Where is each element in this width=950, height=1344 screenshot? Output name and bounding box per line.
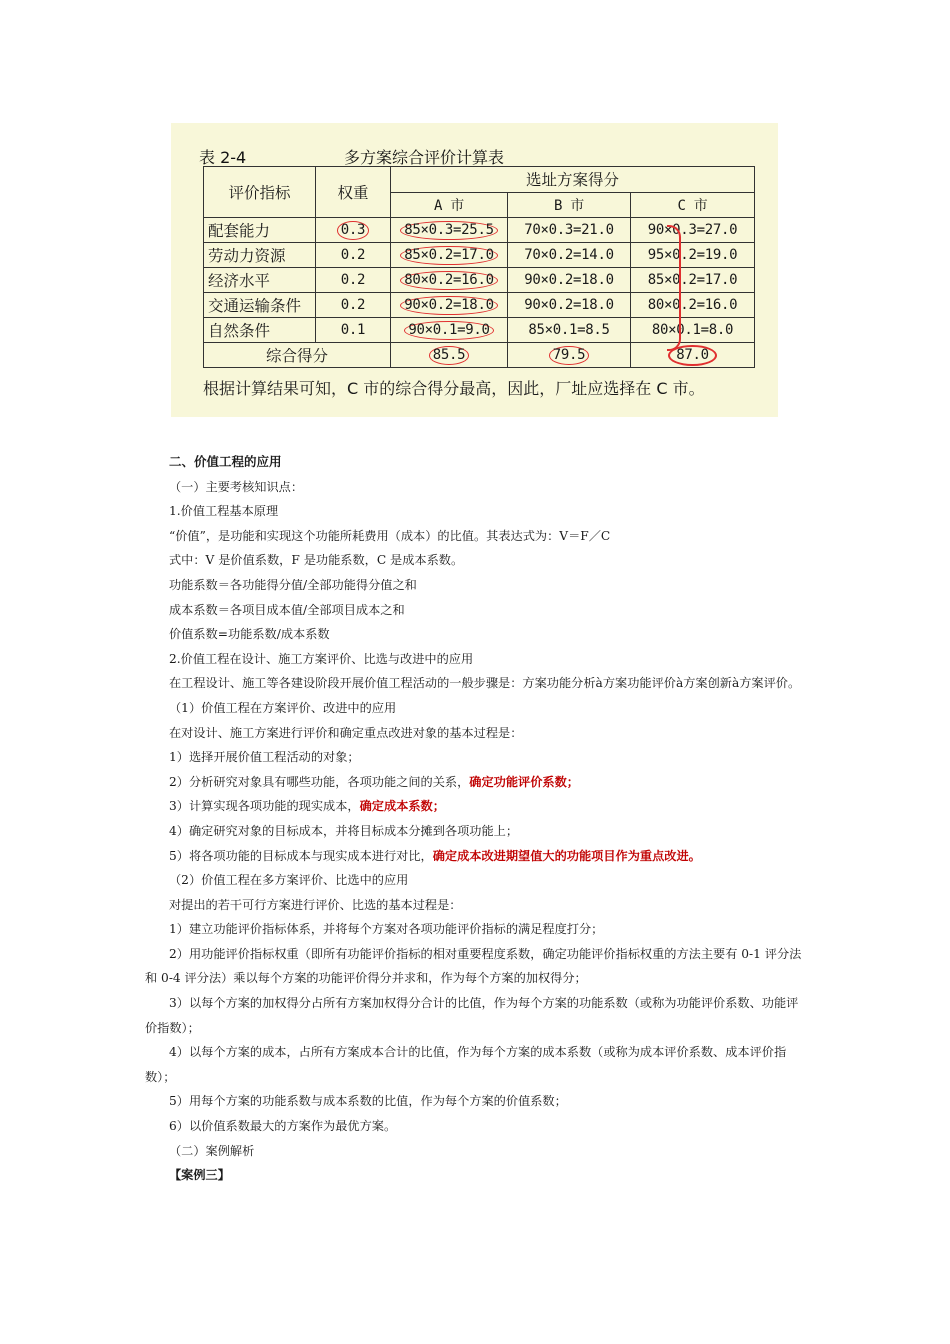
paragraph: 成本系数＝各项目成本值/全部项目成本之和: [169, 602, 405, 617]
row-c: 90×0.3=27.0: [631, 218, 755, 243]
weight-mark: 0.3: [337, 221, 369, 240]
paragraph: 在对设计、施工方案进行评价和确定重点改进对象的基本过程是：: [169, 725, 523, 740]
a-value-mark: 80×0.2=16.0: [400, 271, 497, 290]
red-bracket-mark: [667, 225, 681, 351]
paragraph: 1）建立功能评价指标体系，并将每个方案对各项功能评价指标的满足程度打分；: [169, 922, 604, 937]
row-b: 85×0.1=8.5: [508, 318, 631, 343]
subsection-heading: （二）案例解析: [169, 1143, 255, 1158]
table-caption: 多方案综合评价计算表: [344, 148, 505, 167]
paragraph: 价值系数=功能系数/成本系数: [169, 627, 330, 642]
highlight-text: 确定成本系数；: [359, 799, 445, 814]
paragraph: 2.价值工程在设计、施工方案评价、比选与改进中的应用: [169, 651, 474, 666]
row-weight: 0.2: [316, 293, 391, 318]
paragraph-text: 2）分析研究对象具有哪些功能，各项功能之间的关系，: [169, 774, 470, 789]
highlight-text: 确定成本改进期望值大的功能项目作为重点改进。: [432, 848, 701, 863]
a-value-mark: 90×0.2=18.0: [400, 296, 497, 315]
document-body: [145, 450, 805, 1188]
header-group: 选址方案得分: [391, 167, 755, 193]
total-a: [391, 343, 508, 368]
row-name: 配套能力: [204, 218, 316, 243]
a-value-mark: 85×0.2=17.0: [400, 246, 497, 265]
paragraph-text: 5）将各项功能的目标成本与现实成本进行对比，: [169, 848, 433, 863]
row-b: 90×0.2=18.0: [508, 293, 631, 318]
paragraph: （1）价值工程在方案评价、改进中的应用: [169, 700, 397, 715]
row-name: 劳动力资源: [204, 243, 316, 268]
header-indicator: 评价指标: [204, 167, 316, 218]
total-c-mark: 87.0: [668, 345, 717, 366]
table-number: 表 2-4: [199, 148, 247, 167]
paragraph-text: 3）计算实现各项功能的现实成本，: [169, 799, 360, 814]
row-b: 70×0.3=21.0: [508, 218, 631, 243]
section-heading: 二、价值工程的应用: [169, 454, 282, 469]
paragraph: 2）用功能评价指标权重（即所有功能评价指标的相对重要程度系数，确定功能评价指标权重的方法主要有 0-1 评分法和 0-4 评分法）乘以每个方案的功能评价得分并求和，作为每个方案的加权得分；: [145, 946, 802, 986]
row-b: 70×0.2=14.0: [508, 243, 631, 268]
header-a: A 市: [391, 192, 508, 218]
total-label: 综合得分: [204, 343, 391, 368]
row-weight: [316, 218, 391, 243]
paragraph: 1.价值工程基本原理: [169, 504, 279, 519]
row-a: [391, 318, 508, 343]
header-c: C 市: [631, 192, 755, 218]
total-b-mark: 79.5: [549, 346, 590, 365]
total-b: [508, 343, 631, 368]
row-a: [391, 268, 508, 293]
paragraph: 4）以每个方案的成本，占所有方案成本合计的比值，作为每个方案的成本系数（或称为成本评价系数、成本评价指数）；: [145, 1045, 787, 1084]
row-name: 自然条件: [204, 318, 316, 343]
row-c: 80×0.1=8.0: [631, 318, 755, 343]
row-weight: 0.2: [316, 268, 391, 293]
row-weight: 0.2: [316, 243, 391, 268]
paragraph: 1）选择开展价值工程活动的对象；: [169, 750, 360, 765]
paragraph: 在工程设计、施工等各建设阶段开展价值工程活动的一般步骤是：方案功能分析à方案功能评价à方案创新à方案评价。: [169, 676, 801, 691]
row-c: 80×0.2=16.0: [631, 293, 755, 318]
paragraph: [145, 794, 805, 819]
paragraph: （2）价值工程在多方案评价、比选中的应用: [169, 873, 409, 888]
paragraph: 3）以每个方案的加权得分占所有方案加权得分合计的比值，作为每个方案的功能系数（或称为功能评价系数、功能评价指数）；: [145, 996, 799, 1035]
row-name: 经济水平: [204, 268, 316, 293]
paragraph: [145, 770, 805, 795]
highlight-text: 确定功能评价系数；: [469, 774, 579, 789]
paragraph: [145, 844, 805, 869]
table-figure: [171, 123, 778, 417]
row-a: [391, 293, 508, 318]
subsection-heading: （一）主要考核知识点：: [169, 479, 304, 494]
row-name: 交通运输条件: [204, 293, 316, 318]
row-c: 85×0.2=17.0: [631, 268, 755, 293]
paragraph: 4）确定研究对象的目标成本，并将目标成本分摊到各项功能上；: [169, 823, 519, 838]
total-c: [631, 343, 755, 368]
paragraph: “价值”，是功能和实现这个功能所耗费用（成本）的比值。其表达式为：V＝F／C: [169, 528, 611, 543]
paragraph: 式中：V 是价值系数，F 是功能系数，C 是成本系数。: [169, 553, 464, 568]
a-value-mark: 90×0.1=9.0: [404, 321, 493, 340]
row-b: 90×0.2=18.0: [508, 268, 631, 293]
row-a: [391, 218, 508, 243]
header-b: B 市: [508, 192, 631, 218]
total-a-mark: 85.5: [429, 346, 470, 365]
paragraph: 功能系数＝各功能得分值/全部功能得分值之和: [169, 577, 417, 592]
paragraph: 6）以价值系数最大的方案作为最优方案。: [169, 1119, 397, 1134]
table-header-row: [204, 167, 755, 193]
case-heading: 【案例三】: [169, 1168, 230, 1183]
row-weight: 0.1: [316, 318, 391, 343]
paragraph: 5）用每个方案的功能系数与成本系数的比值，作为每个方案的价值系数；: [169, 1094, 567, 1109]
header-weight: 权重: [316, 167, 391, 218]
row-c: 95×0.2=19.0: [631, 243, 755, 268]
table-conclusion: 根据计算结果可知，C 市的综合得分最高，因此，厂址应选择在 C 市。: [203, 379, 705, 398]
paragraph: 对提出的若干可行方案进行评价、比选的基本过程是：: [169, 897, 462, 912]
a-value-mark: 85×0.3=25.5: [400, 221, 497, 240]
row-a: [391, 243, 508, 268]
